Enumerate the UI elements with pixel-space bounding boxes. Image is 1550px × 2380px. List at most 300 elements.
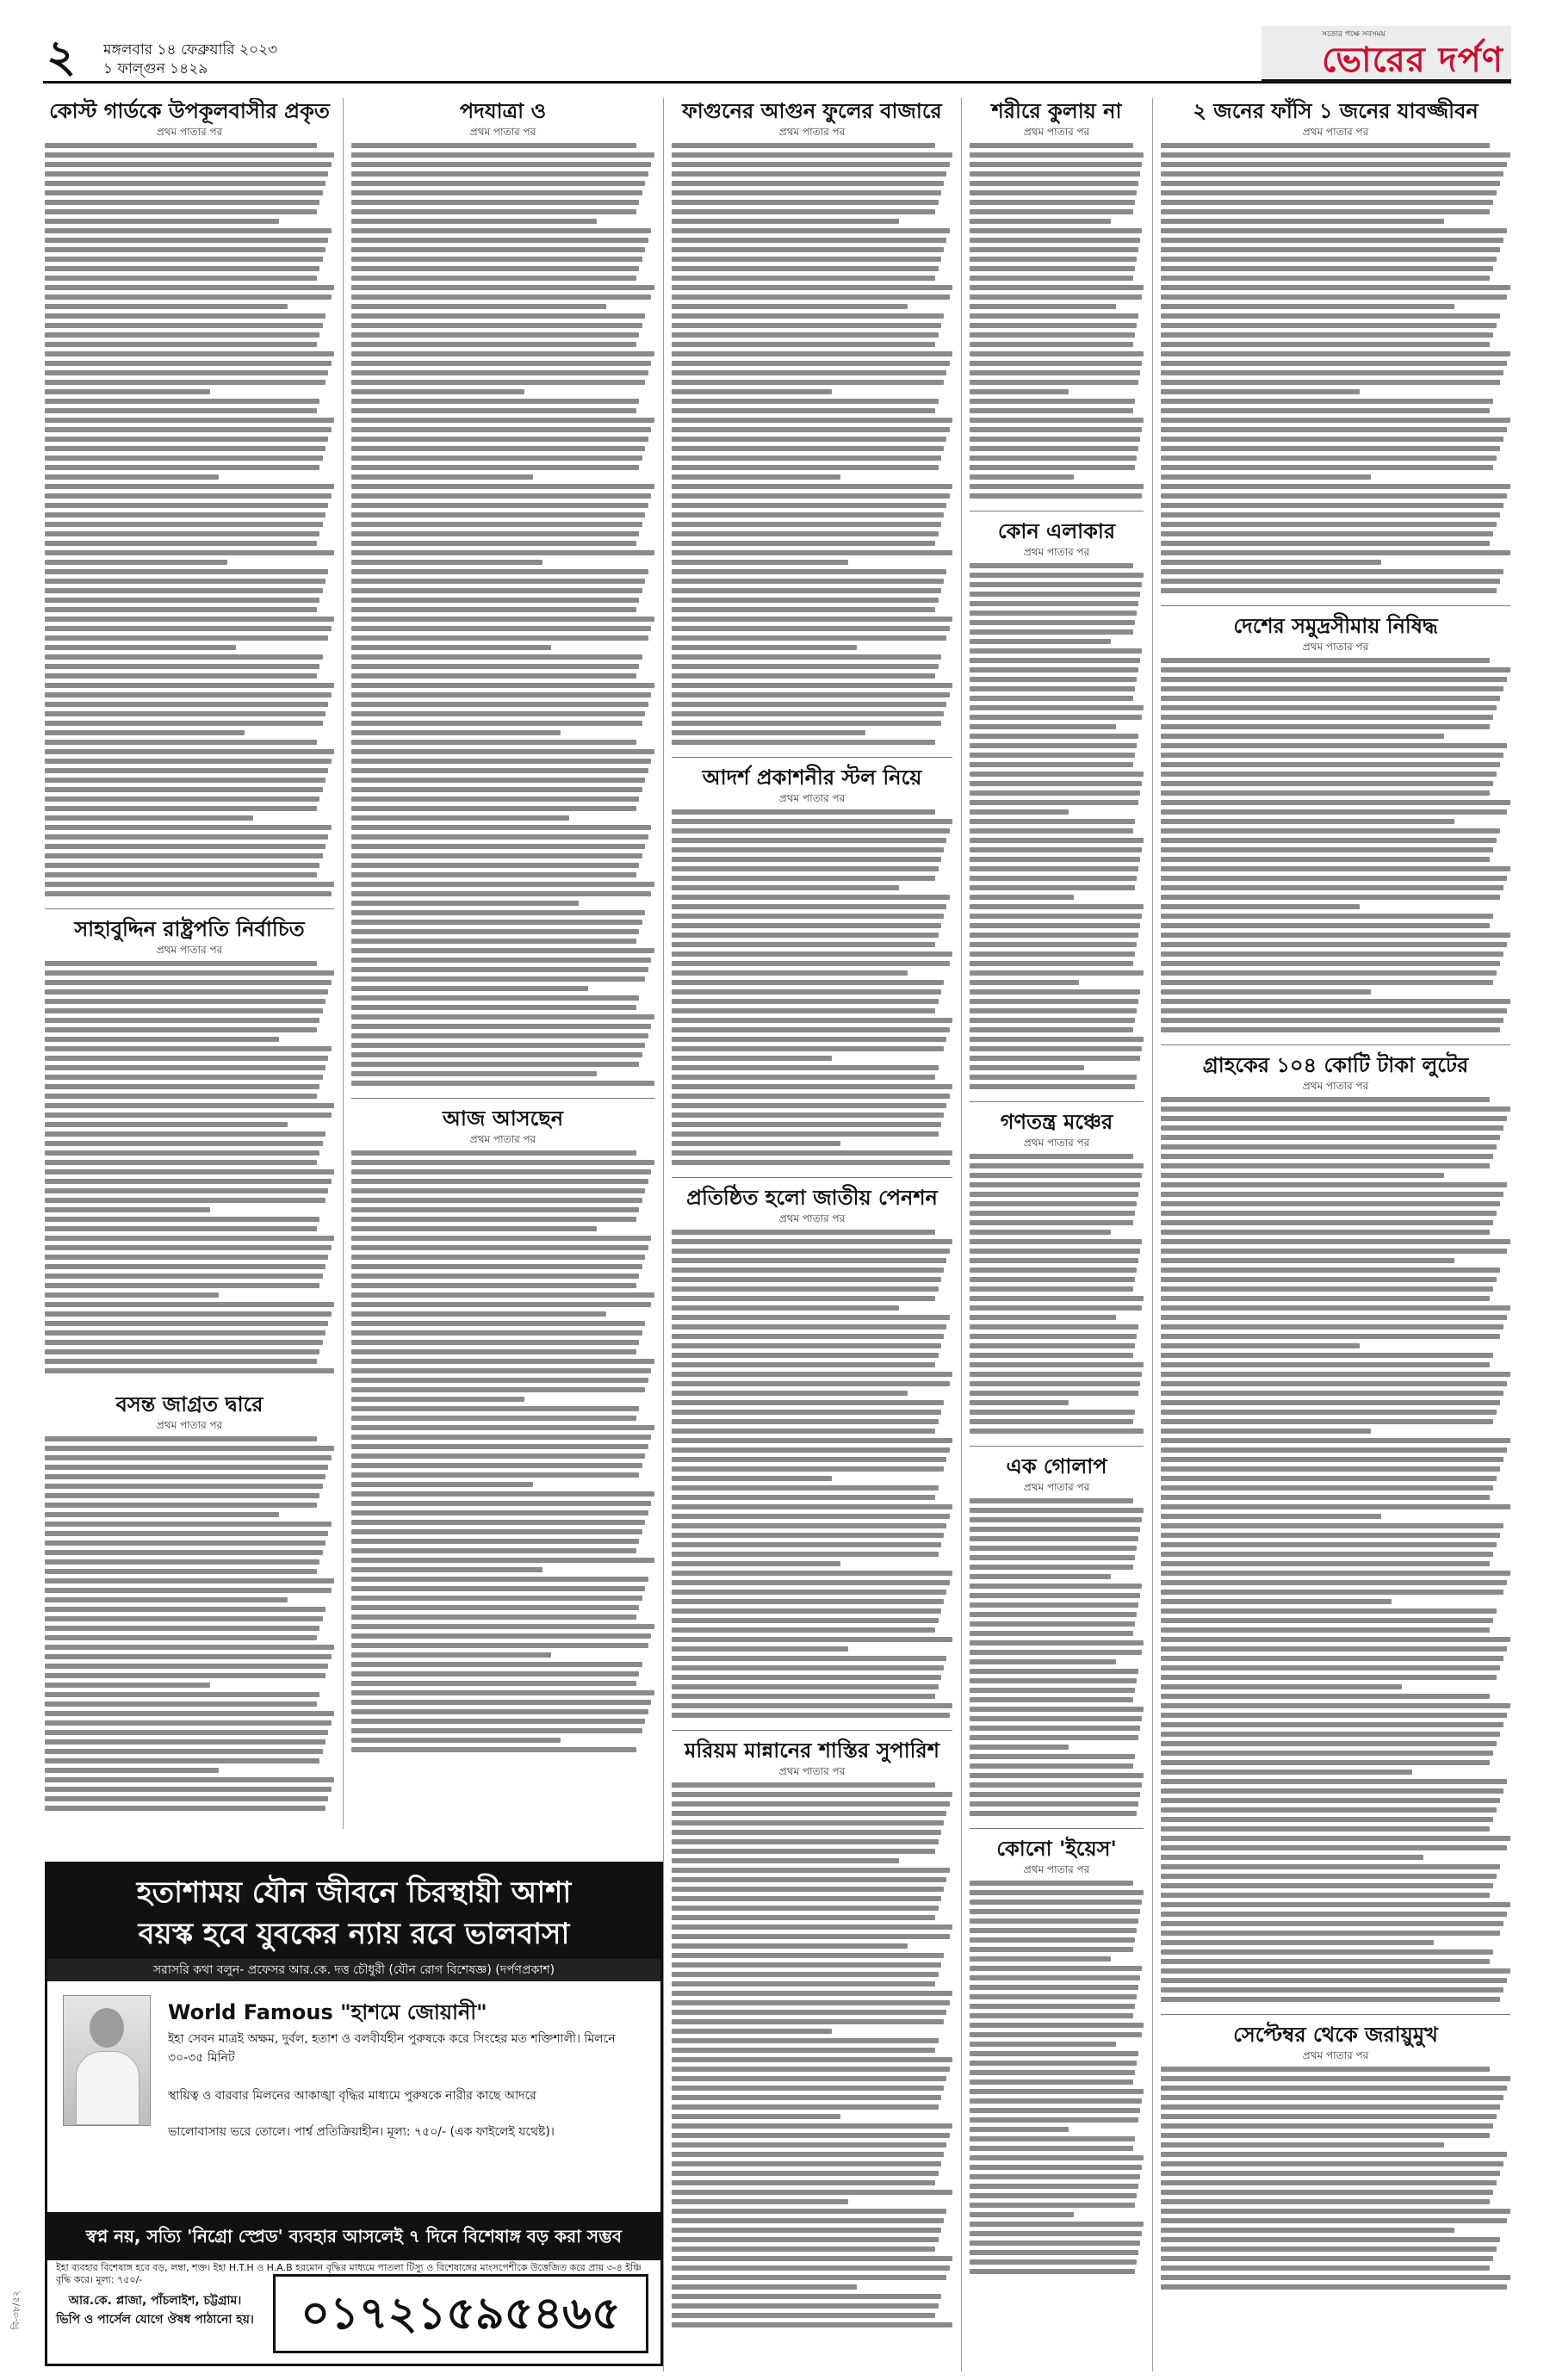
text-line (45, 1739, 326, 1745)
text-line (45, 1796, 328, 1801)
text-line (45, 569, 328, 574)
text-line (970, 999, 1138, 1004)
text-line (351, 1368, 651, 1373)
text-line (351, 939, 636, 944)
ad-headline: হতাশাময় যৌন জীবনে চিরস্থায়ী আশা (47, 1864, 660, 1914)
text-line (1161, 503, 1504, 508)
text-line (672, 1438, 952, 1443)
text-line (45, 512, 326, 518)
text-line (672, 2190, 952, 2195)
story-continuation: প্রথম পাতার পর (1023, 126, 1090, 138)
text-line (1161, 667, 1510, 672)
text-line (672, 285, 952, 290)
text-line (351, 569, 648, 574)
text-line (1161, 1580, 1507, 1585)
text-line (45, 1141, 323, 1146)
text-line (672, 456, 941, 461)
text-line (970, 370, 1140, 375)
text-line (970, 1994, 1137, 1999)
text-line (1161, 2133, 1490, 2138)
text-line (1161, 961, 1500, 966)
text-line (970, 2117, 1138, 2123)
text-line (45, 1806, 326, 1811)
text-line (970, 1075, 1137, 1080)
text-line (1161, 809, 1507, 815)
text-line (970, 1267, 1137, 1273)
text-line (970, 1239, 1142, 1244)
text-line (45, 1321, 328, 1326)
story-continuation: প্রথম পাতার পর (778, 1765, 846, 1777)
text-line (45, 465, 319, 470)
text-line (1161, 1542, 1497, 1547)
text-line (45, 787, 323, 792)
text-line (672, 2275, 946, 2280)
text-line (970, 772, 1144, 777)
text-line (351, 427, 651, 432)
text-line (970, 1372, 1142, 1377)
text-line (1161, 2123, 1493, 2129)
text-line (970, 914, 1142, 919)
text-line (351, 313, 645, 319)
text-line (672, 1792, 952, 1797)
text-line (45, 1720, 332, 1726)
text-line (672, 2180, 935, 2185)
text-line (672, 2228, 941, 2233)
text-line (45, 1588, 332, 1593)
story (970, 1453, 1144, 1816)
text-line (351, 465, 639, 470)
text-line (351, 617, 654, 622)
story-continuation: প্রথম পাতার পর (156, 1419, 223, 1431)
text-line (1161, 1732, 1500, 1737)
text-line (672, 1820, 944, 1825)
text-line (45, 1103, 334, 1108)
text-line (1161, 1400, 1500, 1405)
text-line (970, 1362, 1144, 1367)
text-line (1161, 819, 1454, 824)
text-line (45, 266, 319, 271)
text-line (351, 1501, 651, 1506)
text-line (45, 1474, 326, 1479)
text-line (351, 740, 636, 745)
text-line (1161, 781, 1493, 786)
text-line (1161, 342, 1490, 347)
text-line (970, 2193, 1137, 2198)
story (45, 1391, 334, 1811)
text-line (45, 702, 328, 707)
text-line (970, 200, 1135, 205)
text-line (351, 910, 645, 915)
text-line (351, 929, 639, 934)
text-line (970, 866, 1138, 871)
text-line (351, 1747, 636, 1752)
text-line (1161, 1694, 1490, 1699)
text-line (45, 1084, 319, 1089)
text-line (351, 456, 642, 461)
text-line (672, 266, 939, 271)
text-line (1161, 1457, 1504, 1462)
text-line (672, 895, 950, 900)
text-line (672, 1457, 946, 1462)
text-line (672, 560, 848, 565)
text-line (672, 219, 899, 224)
text-line (1161, 2247, 1497, 2252)
text-line (970, 332, 1135, 338)
text-line (672, 2171, 939, 2176)
text-line (1161, 1391, 1504, 1396)
text-line (45, 342, 317, 347)
text-line (970, 2165, 1142, 2170)
text-line (351, 437, 648, 442)
text-line (672, 209, 935, 214)
story-body (1161, 2067, 1510, 2290)
text-line (672, 2152, 944, 2157)
text-line (351, 645, 551, 650)
text-line (672, 228, 950, 233)
text-line (351, 143, 636, 148)
text-line (970, 1650, 1142, 1655)
text-line (970, 2108, 1140, 2113)
text-line (1161, 370, 1504, 375)
text-line (1161, 1249, 1507, 1254)
text-line (45, 1540, 326, 1546)
text-line (672, 1103, 946, 1108)
text-line (1161, 1410, 1497, 1415)
text-line (1161, 465, 1493, 470)
text-line (45, 989, 328, 995)
text-line (1161, 181, 1500, 186)
text-line (45, 1160, 317, 1165)
text-line (970, 724, 1116, 729)
text-line (1161, 1267, 1500, 1273)
text-line (351, 1416, 636, 1421)
text-line (970, 838, 1144, 843)
text-line (1161, 658, 1490, 663)
text-line (672, 683, 952, 688)
text-line (1161, 1817, 1493, 1822)
text-line (1161, 1504, 1510, 1509)
text-line (970, 828, 1133, 834)
text-line (672, 711, 944, 716)
text-line (45, 1701, 317, 1707)
text-line (970, 610, 1137, 616)
text-line (45, 834, 328, 840)
text-line (45, 607, 317, 612)
text-line (672, 1267, 944, 1273)
text-line (351, 1406, 639, 1411)
text-line (970, 228, 1142, 233)
text-line (45, 961, 317, 966)
story-headline: গ্রাহকের ১০৪ কোটি টাকা লুটের (1202, 1053, 1469, 1077)
text-line (672, 1286, 939, 1292)
text-line (1161, 914, 1493, 919)
text-line (351, 1302, 651, 1307)
text-line (672, 399, 939, 404)
text-line (970, 209, 1133, 214)
text-line (970, 2212, 1074, 2217)
text-line (970, 573, 1144, 578)
text-line (672, 2218, 944, 2223)
text-line (672, 1381, 950, 1386)
text-line (672, 2209, 946, 2214)
ad-band-detail: ইহা ব্যবহার বিশেষাঙ্গ হবে বড়, লম্বা, শক্ত। ইহা H.T.H ও H.A.B হরমোন বৃদ্ধির মাধ্যমে পাতলা টিস্যু ও বিশেষাঙ্গের মাংসপেশীকে উত্তেজিত করে প্রায় ৩-৪ ইঞ্চি বৃদ্ধি করে। মূল্য: ৭৫০/- (56, 2262, 642, 2285)
text-line (672, 1485, 939, 1491)
text-line (970, 2241, 1140, 2246)
date-gregorian: মঙ্গলবার ১৪ ফেব্রুয়ারি ২০২৩ (103, 41, 278, 59)
text-line (351, 920, 642, 925)
text-line (672, 866, 939, 871)
text-line (672, 1830, 941, 1835)
text-line (672, 190, 941, 195)
text-line (1161, 970, 1497, 976)
story-body (351, 1150, 654, 1752)
text-line (1161, 408, 1490, 413)
text-line (1161, 772, 1497, 777)
text-line (1161, 1343, 1360, 1348)
text-line (970, 1286, 1133, 1292)
text-line (351, 588, 642, 593)
text-line (672, 1160, 950, 1165)
text-line (672, 989, 941, 995)
text-line (45, 1512, 279, 1517)
text-line (1161, 456, 1497, 461)
text-line (970, 1400, 1069, 1405)
text-line (1161, 2237, 1500, 2242)
text-line (351, 408, 636, 413)
text-line (1161, 474, 1371, 480)
text-line (672, 885, 899, 890)
text-line (672, 1122, 941, 1127)
text-line (1161, 1826, 1490, 1831)
text-line (351, 380, 645, 385)
text-line (1161, 1836, 1510, 1841)
text-line (45, 219, 279, 224)
text-line (970, 2174, 1140, 2179)
text-line (351, 522, 642, 527)
text-line (45, 1654, 332, 1659)
story (672, 1185, 952, 1718)
text-line (970, 942, 1137, 947)
text-line (672, 951, 952, 957)
story-continuation: প্রথম পাতার পর (778, 792, 846, 804)
text-line (45, 683, 334, 688)
text-line (351, 370, 648, 375)
text-line (672, 1008, 935, 1013)
text-line (970, 904, 1144, 909)
story (672, 1738, 952, 2327)
text-line (1161, 1163, 1490, 1168)
text-line (970, 1697, 1133, 1702)
text-line (1161, 1855, 1423, 1860)
text-line (672, 1343, 941, 1348)
text-line (970, 1065, 1084, 1070)
text-line (672, 2104, 939, 2110)
story-continuation: প্রথম পাতার পর (469, 126, 536, 138)
text-line (45, 446, 326, 451)
story (351, 98, 654, 1086)
text-line (970, 1343, 1135, 1348)
text-line (970, 1754, 1135, 1759)
text-line (1161, 2218, 1507, 2223)
text-line (672, 1713, 950, 1718)
text-line (45, 891, 332, 896)
text-line (970, 2269, 1135, 2274)
text-line (45, 1559, 319, 1565)
text-line (351, 1245, 648, 1250)
text-line (1161, 1864, 1500, 1869)
ad-text-3: ভালোবাসায় ভরে তোলে। পার্শ্ব প্রতিক্রিয়াহীন। মূল্য: ৭৫০/- (এক ফাইলেই যথেষ্ট)। (168, 2125, 555, 2139)
text-line (1161, 800, 1510, 805)
text-line (672, 427, 950, 432)
text-line (1161, 332, 1493, 338)
text-line (970, 743, 1137, 748)
text-line (1161, 1116, 1507, 1121)
text-line (45, 1283, 319, 1288)
text-line (672, 162, 950, 167)
text-line (45, 853, 323, 858)
story-headline: বসন্ত জাগ্রত দ্বারে (115, 1392, 264, 1416)
story-headline: কোন এলাকার (997, 519, 1116, 543)
text-line (970, 592, 1140, 597)
text-line (672, 2067, 950, 2072)
text-line (672, 654, 941, 660)
text-line (672, 2284, 857, 2290)
text-line (45, 456, 323, 461)
text-line (672, 1372, 952, 1377)
text-line (1161, 1008, 1507, 1013)
text-line (351, 1624, 654, 1629)
text-line (970, 152, 1144, 158)
text-line (970, 2231, 1142, 2236)
story-body (970, 1881, 1144, 2274)
text-line (45, 162, 332, 167)
text-line (351, 1062, 639, 1067)
text-line (45, 796, 319, 802)
text-line (1161, 1533, 1500, 1538)
text-line (351, 1586, 645, 1591)
text-line (970, 2051, 1138, 2056)
text-line (672, 323, 941, 328)
text-line (672, 446, 944, 451)
story (672, 98, 952, 745)
text-line (1161, 285, 1510, 290)
text-line (351, 1738, 561, 1743)
text-line (970, 762, 1133, 767)
text-line (1161, 2190, 1493, 2195)
text-line (1161, 2142, 1444, 2148)
text-line (1161, 2086, 1507, 2091)
text-line (351, 1226, 597, 1231)
text-line (1161, 1097, 1490, 1102)
ad-band: স্বপ্ন নয়, সত্যি 'নিগ্রো স্প্রেড' ব্যবহার আসলেই ৭ দিনে বিশেষাঙ্গ বড় করা সম্ভব (47, 2212, 660, 2260)
text-line (351, 1387, 645, 1392)
text-line (672, 970, 908, 976)
text-line (970, 696, 1133, 701)
text-line (1161, 1334, 1500, 1339)
text-line (970, 1773, 1144, 1778)
text-line (672, 2123, 952, 2129)
text-line (45, 1236, 334, 1241)
story-headline: ২ জনের ফাঁসি ১ জনের যাবজ্জীবন (1193, 99, 1479, 123)
text-line (672, 645, 857, 650)
text-line (672, 961, 950, 966)
text-line (672, 1590, 946, 1595)
text-line (1161, 200, 1493, 205)
text-line (1161, 427, 1507, 432)
text-line (672, 370, 946, 375)
text-line (672, 1599, 944, 1604)
text-line (672, 702, 946, 707)
text-line (672, 904, 946, 909)
text-line (45, 778, 326, 783)
text-line (351, 1520, 645, 1525)
text-line (1161, 1883, 1493, 1888)
text-line (970, 304, 1116, 309)
text-line (1161, 257, 1497, 262)
text-line (1161, 1931, 1500, 1936)
text-line (970, 1640, 1144, 1646)
text-line (351, 1435, 651, 1440)
text-line (970, 1890, 1144, 1895)
text-line (1161, 569, 1504, 574)
text-line (45, 1436, 317, 1441)
text-line (351, 579, 645, 584)
text-line (1161, 1608, 1497, 1614)
text-line (672, 1514, 950, 1519)
text-line (970, 1258, 1138, 1263)
text-line (351, 1081, 654, 1086)
text-line (1161, 1722, 1504, 1727)
text-line (672, 522, 941, 527)
text-line (970, 951, 1135, 957)
text-line (970, 1985, 1138, 1990)
text-line (970, 474, 1074, 480)
text-line (1161, 1770, 1412, 1775)
text-line (672, 238, 946, 243)
text-line (970, 970, 1144, 976)
text-line (672, 2142, 946, 2148)
story-continuation: প্রথম পাতার পর (469, 1133, 536, 1145)
text-line (45, 427, 332, 432)
text-line (1161, 1296, 1490, 1301)
text-line (45, 1692, 319, 1697)
story-body (1161, 1097, 1510, 2002)
text-line (672, 1277, 941, 1282)
text-line (1161, 904, 1360, 909)
text-line (672, 1037, 946, 1042)
text-line (45, 332, 319, 338)
text-line (672, 152, 952, 158)
text-line (1161, 522, 1497, 527)
text-line (1161, 1874, 1497, 1879)
text-line (45, 1522, 332, 1527)
text-line (672, 1533, 944, 1538)
text-line (1161, 1144, 1497, 1150)
text-line (970, 895, 1074, 900)
text-line (45, 844, 326, 849)
text-line (672, 598, 939, 603)
story-continuation: প্রথম পাতার পর (778, 1212, 846, 1224)
text-line (45, 257, 323, 262)
text-line (1161, 1741, 1497, 1746)
text-line (351, 635, 648, 641)
story-continuation: প্রথম পাতার পর (1302, 1080, 1369, 1092)
text-line (1161, 1324, 1504, 1329)
text-line (970, 1688, 1135, 1693)
text-line (970, 2250, 1138, 2255)
text-line (351, 1728, 642, 1733)
text-line (970, 582, 1142, 587)
